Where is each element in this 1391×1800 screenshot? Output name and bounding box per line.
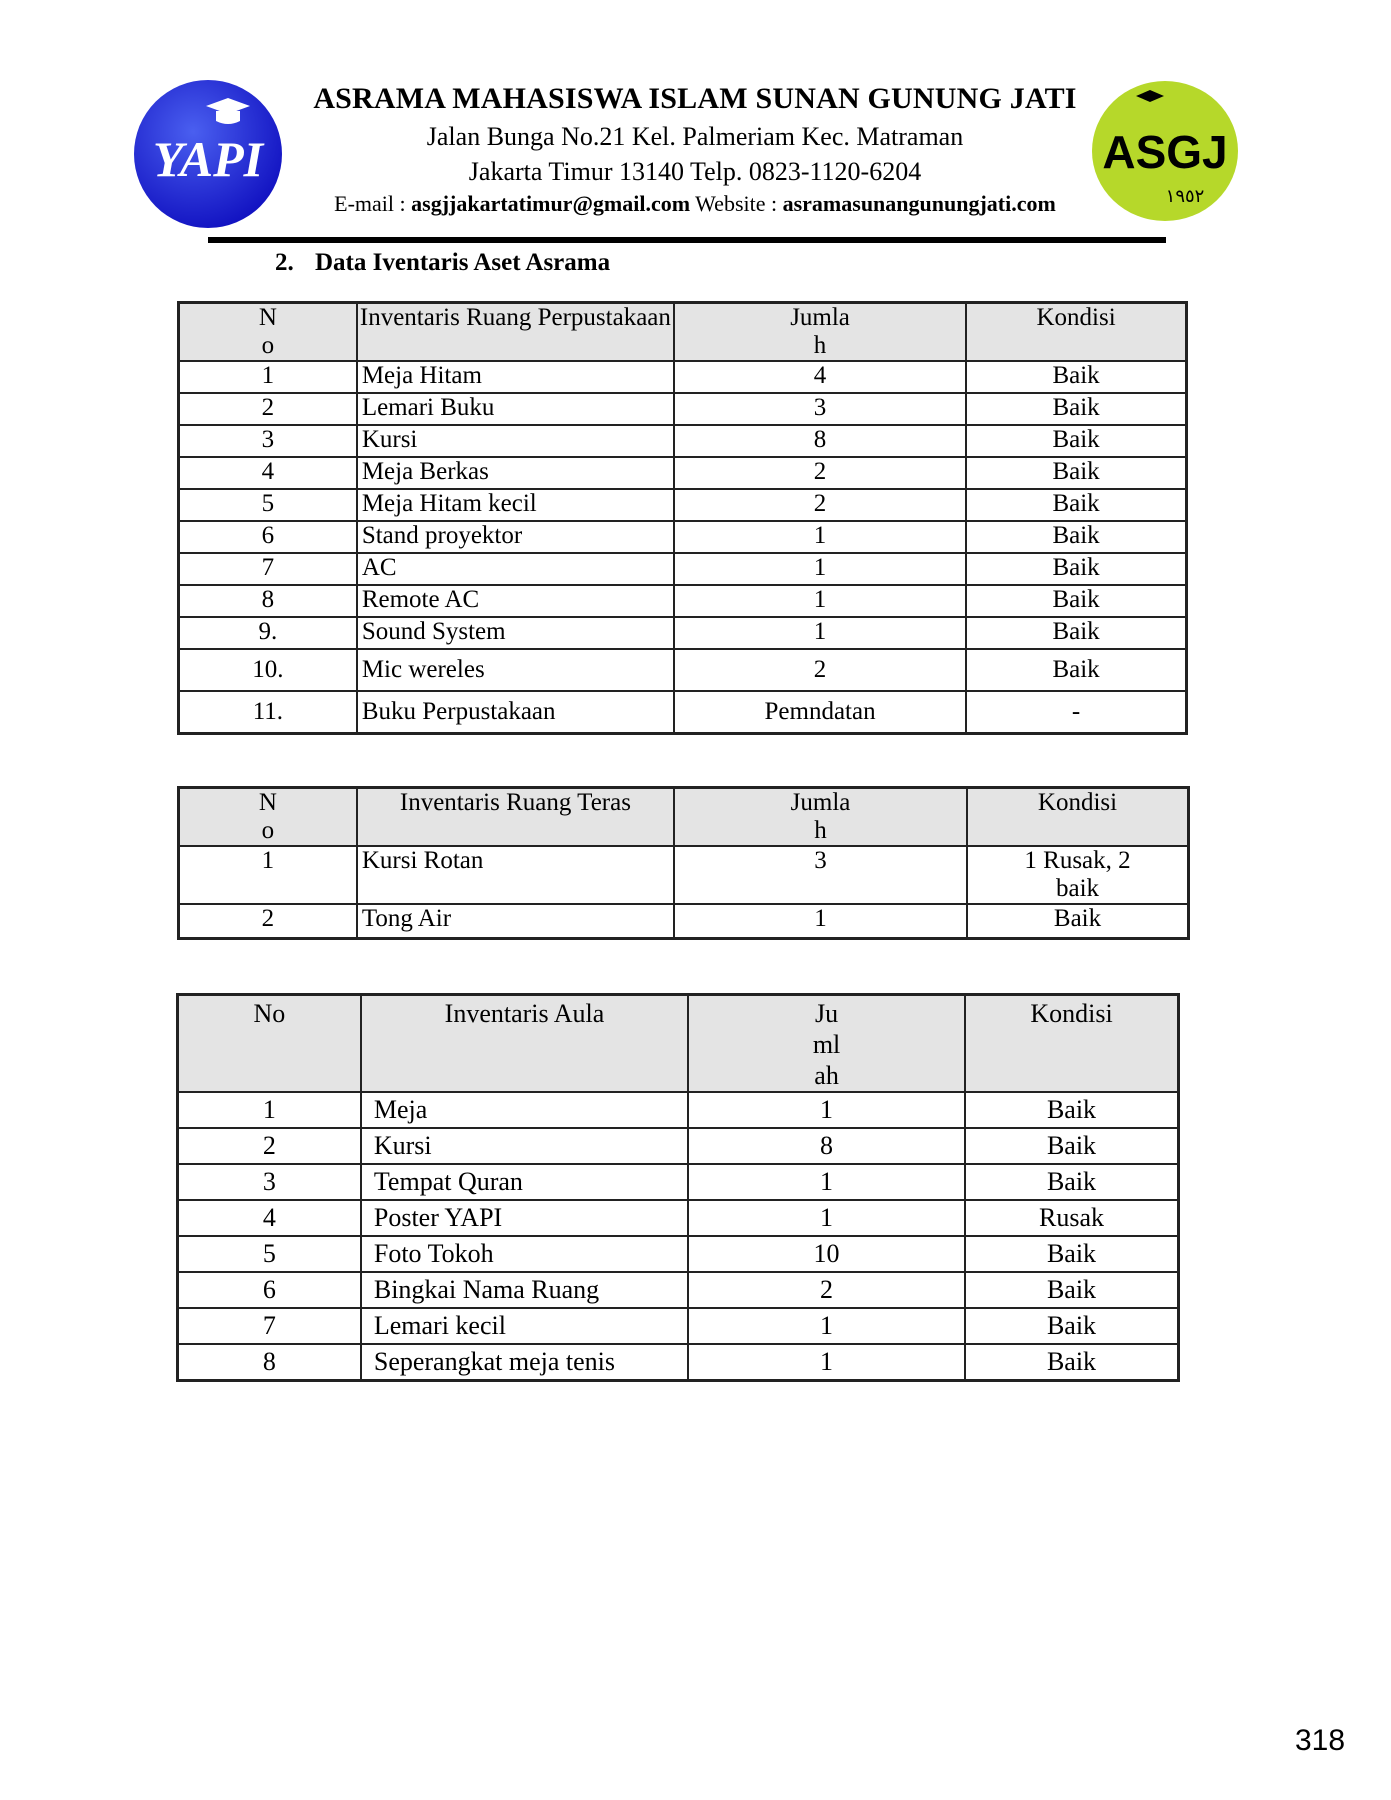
cell-kondisi: Baik: [966, 553, 1186, 585]
header-no: No: [178, 995, 361, 1093]
cell-item: Poster YAPI: [361, 1200, 688, 1236]
page-number: 318: [1295, 1724, 1346, 1757]
header-kondisi: Kondisi: [966, 303, 1186, 362]
table-row: [178, 1344, 1179, 1381]
cell-no: 8: [179, 585, 357, 617]
table-row: [178, 1272, 1179, 1308]
header-no: N o: [179, 788, 357, 847]
table-header-row: [179, 788, 1189, 847]
cell-no: 3: [178, 1164, 361, 1200]
cell-kondisi: Baik: [965, 1164, 1178, 1200]
cell-item: Meja Berkas: [357, 457, 674, 489]
cell-jumlah: 3: [674, 846, 967, 904]
email-label: E-mail :: [334, 191, 406, 216]
cell-kondisi: Baik: [966, 649, 1186, 691]
cell-item: Tong Air: [357, 904, 674, 939]
cell-no: 7: [178, 1308, 361, 1344]
logo-left-text: YAPI: [152, 131, 264, 187]
header-no: N o: [179, 303, 357, 362]
section-number: 2.: [275, 249, 294, 276]
cell-jumlah: 1: [674, 585, 966, 617]
header-jumlah: Ju ml ah: [688, 995, 965, 1093]
cell-no: 6: [178, 1272, 361, 1308]
cell-item: Meja: [361, 1092, 688, 1128]
table-row: [179, 585, 1187, 617]
table-teras-body: [179, 846, 1189, 939]
header-kondisi: Kondisi: [965, 995, 1178, 1093]
cell-jumlah: 1: [674, 617, 966, 649]
cell-item: Lemari Buku: [357, 393, 674, 425]
contact-line: [290, 191, 1100, 217]
table-row: [178, 1164, 1179, 1200]
cell-item: Lemari kecil: [361, 1308, 688, 1344]
header-inventaris: Inventaris Aula: [361, 995, 688, 1093]
institution-title: ASRAMA MAHASISWA ISLAM SUNAN GUNUNG JATI: [313, 82, 1077, 115]
address-line-1: Jalan Bunga No.21 Kel. Palmeriam Kec. Matraman: [426, 122, 964, 151]
cell-jumlah: 4: [674, 361, 966, 393]
cell-item: Seperangkat meja tenis: [361, 1344, 688, 1381]
cell-no: 8: [178, 1344, 361, 1381]
cell-no: 2: [179, 393, 357, 425]
table-aula: [176, 993, 1180, 1382]
header-inventaris: Inventaris Ruang Perpustakaan: [357, 303, 674, 362]
table-row: [178, 1308, 1179, 1344]
cell-item: Meja Hitam kecil: [357, 489, 674, 521]
cell-jumlah: 1: [688, 1200, 965, 1236]
cell-jumlah: 1: [674, 521, 966, 553]
table-row: [178, 1200, 1179, 1236]
table-teras: [177, 786, 1190, 940]
cell-jumlah: 10: [688, 1236, 965, 1272]
header-jumlah: Jumla h: [674, 788, 967, 847]
cell-item: Sound System: [357, 617, 674, 649]
table-row: [179, 553, 1187, 585]
cell-item: Mic wereles: [357, 649, 674, 691]
cell-jumlah: 1: [674, 904, 967, 939]
table-row: [179, 393, 1187, 425]
table-row: [179, 521, 1187, 553]
table-row: [179, 361, 1187, 393]
cell-kondisi: Baik: [966, 521, 1186, 553]
cell-kondisi: Baik: [965, 1272, 1178, 1308]
cell-item: Bingkai Nama Ruang: [361, 1272, 688, 1308]
cell-jumlah: 8: [688, 1128, 965, 1164]
cell-kondisi: Baik: [965, 1092, 1178, 1128]
address-line-2: Jakarta Timur 13140 Telp. 0823-1120-6204: [468, 157, 922, 186]
cell-item: Remote AC: [357, 585, 674, 617]
cell-no: 9.: [179, 617, 357, 649]
cell-no: 4: [179, 457, 357, 489]
cell-kondisi: Baik: [966, 361, 1186, 393]
cell-no: 4: [178, 1200, 361, 1236]
cell-no: 10.: [179, 649, 357, 691]
cell-jumlah: 1: [688, 1092, 965, 1128]
cell-kondisi: Baik: [966, 489, 1186, 521]
cell-jumlah: 2: [674, 489, 966, 521]
cell-kondisi: Baik: [965, 1344, 1178, 1381]
table-row: [178, 1092, 1179, 1128]
table-row: [179, 617, 1187, 649]
asgj-logo: [1090, 80, 1240, 222]
table-row: [178, 1236, 1179, 1272]
table-perpustakaan-body: [179, 361, 1187, 734]
cell-item: Tempat Quran: [361, 1164, 688, 1200]
table-row: [179, 691, 1187, 734]
cell-kondisi: Baik: [966, 393, 1186, 425]
cell-no: 2: [178, 1128, 361, 1164]
table-row: [179, 489, 1187, 521]
section-title: [275, 249, 610, 277]
cell-no: 11.: [179, 691, 357, 734]
yapi-logo: [132, 78, 284, 230]
table-row: [179, 457, 1187, 489]
cell-jumlah: 2: [674, 649, 966, 691]
table-row: [179, 649, 1187, 691]
cell-kondisi: Baik: [967, 904, 1188, 939]
cell-jumlah: 8: [674, 425, 966, 457]
cell-kondisi: Baik: [965, 1236, 1178, 1272]
header-rule: [208, 237, 1166, 243]
cell-kondisi: Baik: [966, 425, 1186, 457]
cell-item: Kursi Rotan: [357, 846, 674, 904]
cell-jumlah: 1: [674, 553, 966, 585]
website-label: Website :: [695, 191, 778, 216]
cell-item: Buku Perpustakaan: [357, 691, 674, 734]
cell-jumlah: 2: [674, 457, 966, 489]
table-perpustakaan: [177, 301, 1188, 735]
cell-kondisi: Baik: [966, 617, 1186, 649]
cell-no: 1: [179, 361, 357, 393]
cell-no: 6: [179, 521, 357, 553]
section-title-text: Data Iventaris Aset Asrama: [315, 249, 611, 276]
cell-item: Stand proyektor: [357, 521, 674, 553]
cell-item: Meja Hitam: [357, 361, 674, 393]
cell-no: 2: [179, 904, 357, 939]
logo-right-text: ASGJ: [1102, 126, 1228, 178]
cell-kondisi: Baik: [966, 457, 1186, 489]
table-row: [179, 846, 1189, 904]
header-kondisi: Kondisi: [967, 788, 1188, 847]
cell-item: Foto Tokoh: [361, 1236, 688, 1272]
cell-kondisi: Baik: [965, 1128, 1178, 1164]
email-address[interactable]: asgjjakartatimur@gmail.com: [411, 191, 691, 216]
cell-kondisi: -: [966, 691, 1186, 734]
cell-kondisi: Baik: [966, 585, 1186, 617]
table-header-row: [178, 995, 1179, 1093]
cell-kondisi: 1 Rusak, 2 baik: [967, 846, 1188, 904]
cell-kondisi: Baik: [965, 1308, 1178, 1344]
cell-jumlah: 1: [688, 1344, 965, 1381]
cell-jumlah: 2: [688, 1272, 965, 1308]
table-row: [179, 904, 1189, 939]
cell-no: 1: [178, 1092, 361, 1128]
cell-no: 5: [179, 489, 357, 521]
header-inventaris: Inventaris Ruang Teras: [357, 788, 674, 847]
cell-kondisi: Rusak: [965, 1200, 1178, 1236]
table-row: [178, 1128, 1179, 1164]
cell-jumlah: 3: [674, 393, 966, 425]
cell-item: AC: [357, 553, 674, 585]
cell-jumlah: 1: [688, 1164, 965, 1200]
cell-jumlah: Pemndatan: [674, 691, 966, 734]
logo-right-year: ١٩٥٢: [1165, 186, 1205, 207]
cell-no: 1: [179, 846, 357, 904]
table-aula-body: [178, 1092, 1179, 1381]
table-header-row: [179, 303, 1187, 362]
cell-no: 5: [178, 1236, 361, 1272]
header-jumlah: Jumla h: [674, 303, 966, 362]
cell-no: 3: [179, 425, 357, 457]
cell-jumlah: 1: [688, 1308, 965, 1344]
cell-item: Kursi: [361, 1128, 688, 1164]
website-address[interactable]: asramasunangunungjati.com: [782, 191, 1056, 216]
table-row: [179, 425, 1187, 457]
cell-no: 7: [179, 553, 357, 585]
cell-item: Kursi: [357, 425, 674, 457]
